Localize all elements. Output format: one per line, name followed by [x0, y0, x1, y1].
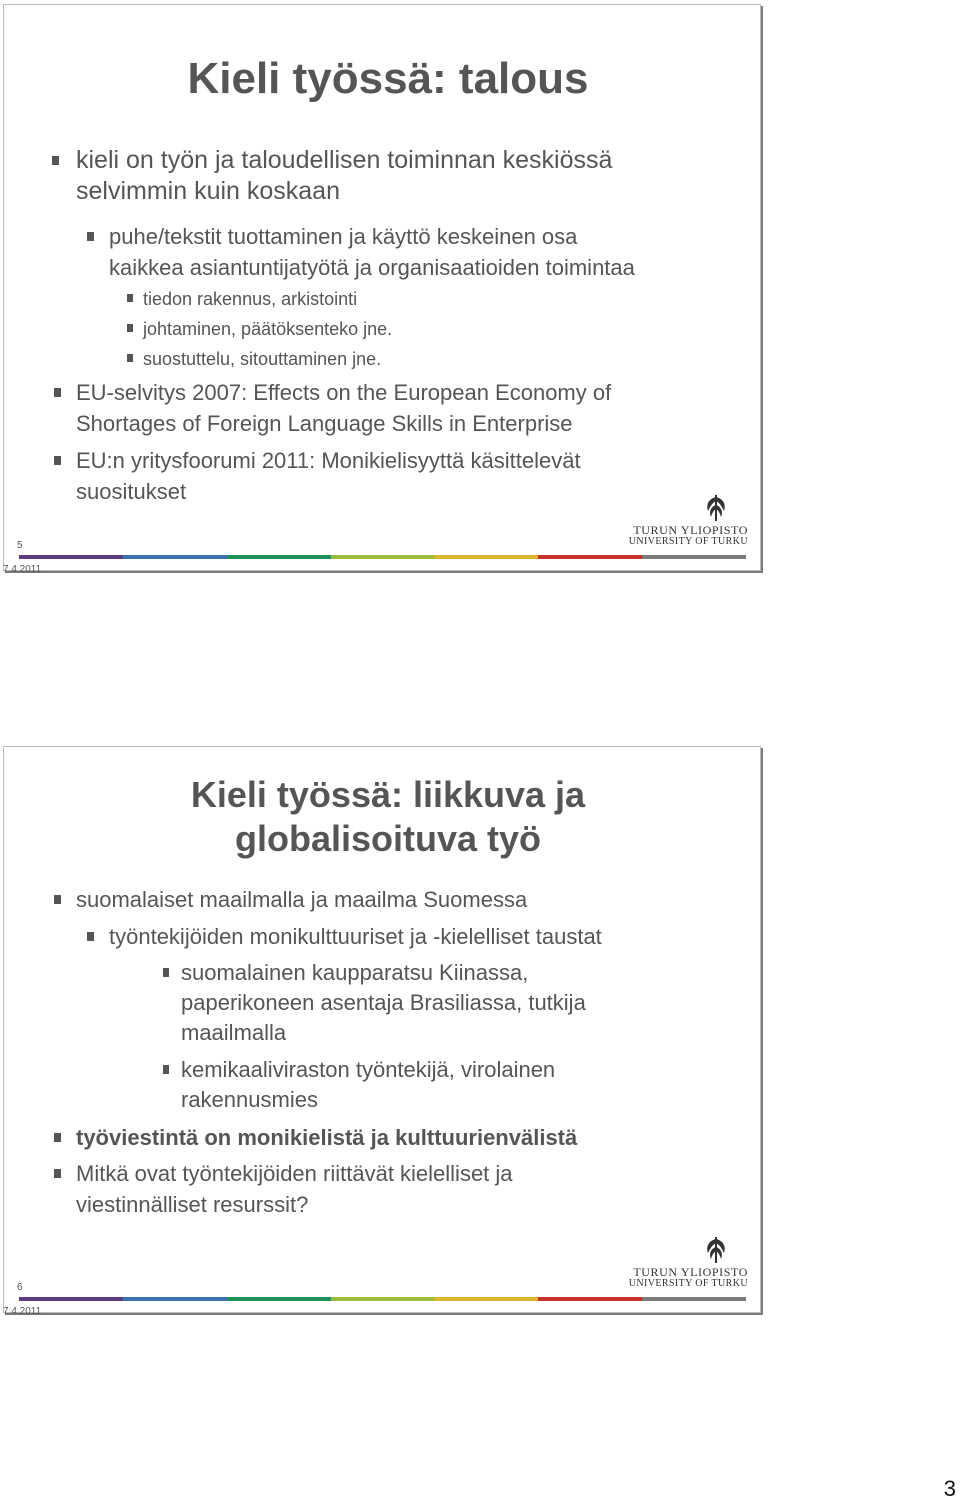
- bullet-square-icon: [87, 232, 94, 241]
- bullet-item: [181, 958, 586, 1048]
- bullet-square-icon: [87, 932, 94, 941]
- bullet-line: suomalaiset maailmalla ja maailma Suomessa: [76, 887, 528, 912]
- bullet-item: [76, 884, 527, 915]
- bullet-line: EU:n yritysfoorumi 2011: Monikielisyyttä käsittelevät: [76, 448, 581, 473]
- bullet-square-icon: [54, 895, 61, 904]
- bullet-line: johtaminen, päätöksenteko jne.: [143, 319, 393, 339]
- slide-title-line: globalisoituva työ: [234, 818, 542, 859]
- slide-5: [3, 4, 761, 571]
- bullet-square-icon: [52, 156, 59, 165]
- bullet-line: kemikaaliviraston työntekijä, virolainen: [181, 1057, 556, 1082]
- slide-date: 7.4.2011: [3, 564, 42, 575]
- color-segment: [123, 1297, 227, 1301]
- bullet-item: [143, 344, 381, 374]
- logo-name-fi: TURUN YLIOPISTO: [633, 1265, 748, 1279]
- bullet-square-icon: [163, 968, 169, 977]
- bullet-line: Shortages of Foreign Language Skills in Enterprise: [76, 411, 573, 436]
- logo-name-en: UNIVERSITY OF TURKU: [628, 536, 748, 547]
- bullet-item: [76, 377, 611, 439]
- bullet-line: tiedon rakennus, arkistointi: [143, 289, 358, 309]
- bullet-square-icon: [127, 294, 133, 302]
- bullet-square-icon: [54, 1169, 61, 1178]
- bullet-line: suostuttelu, sitouttaminen jne.: [143, 349, 382, 369]
- university-crest-icon: [702, 493, 730, 523]
- color-segment: [434, 1297, 538, 1301]
- color-segment: [331, 1297, 435, 1301]
- bullet-line: paperikoneen asentaja Brasiliassa, tutkija: [181, 990, 586, 1015]
- bullet-line: maailmalla: [181, 1020, 287, 1045]
- color-segment: [538, 555, 642, 559]
- logo-name-en: UNIVERSITY OF TURKU: [628, 1278, 748, 1289]
- bullet-item: [143, 314, 392, 344]
- bullet-item: [143, 284, 357, 314]
- color-segment: [123, 555, 227, 559]
- slide-date: 7.4.2011: [3, 1306, 42, 1317]
- bullet-line: EU-selvitys 2007: Effects on the European Economy of: [76, 380, 612, 405]
- bullet-line: kaikkea asiantuntijatyötä ja organisaatioiden toimintaa: [109, 255, 635, 280]
- color-segment: [434, 555, 538, 559]
- slide-number: 5: [17, 540, 23, 551]
- bullet-item: [181, 1055, 555, 1115]
- bullet-square-icon: [127, 324, 133, 332]
- color-segment: [19, 555, 123, 559]
- bullet-line: työviestintä on monikielistä ja kulttuurienvälistä: [76, 1125, 578, 1150]
- bullet-item: [76, 1158, 513, 1220]
- color-segment: [642, 555, 746, 559]
- university-logo: [626, 1235, 748, 1295]
- bullet-item: [109, 921, 602, 952]
- bullet-line: selvimmin kuin koskaan: [76, 177, 340, 205]
- university-logo: [626, 493, 748, 553]
- color-bar: [19, 1297, 746, 1301]
- color-segment: [19, 1297, 123, 1301]
- bullet-list: [4, 5, 760, 570]
- slide-6: [3, 746, 761, 1313]
- color-segment: [642, 1297, 746, 1301]
- bullet-line: Mitkä ovat työntekijöiden riittävät kielelliset ja: [76, 1161, 513, 1186]
- bullet-square-icon: [54, 1133, 61, 1142]
- bullet-line: puhe/tekstit tuottaminen ja käyttö keskeinen osa: [109, 224, 578, 249]
- bullet-line: työntekijöiden monikulttuuriset ja -kielelliset taustat: [109, 924, 602, 949]
- bullet-square-icon: [163, 1065, 169, 1074]
- color-segment: [331, 555, 435, 559]
- bullet-line: suositukset: [76, 479, 187, 504]
- bullet-square-icon: [54, 388, 61, 397]
- bullet-item: [109, 221, 635, 283]
- university-crest-icon: [702, 1235, 730, 1265]
- bullet-item: [76, 145, 612, 207]
- color-segment: [538, 1297, 642, 1301]
- slide-title: Kieli työssä: talous: [187, 54, 589, 103]
- logo-name-fi: TURUN YLIOPISTO: [633, 523, 748, 537]
- bullet-line: suomalainen kaupparatsu Kiinassa,: [181, 960, 529, 985]
- color-bar: [19, 555, 746, 559]
- bullet-item: [76, 1122, 577, 1153]
- bullet-line: kieli on työn ja taloudellisen toiminnan keskiössä: [76, 146, 613, 174]
- color-segment: [227, 555, 331, 559]
- bullet-square-icon: [54, 456, 61, 465]
- slide-title-line: Kieli työssä: liikkuva ja: [190, 774, 586, 815]
- bullet-line: viestinnälliset resurssit?: [76, 1192, 309, 1217]
- slide-number: 6: [17, 1282, 23, 1293]
- page-number: 3: [943, 1476, 956, 1501]
- bullet-square-icon: [127, 354, 133, 362]
- color-segment: [227, 1297, 331, 1301]
- bullet-line: rakennusmies: [181, 1087, 318, 1112]
- bullet-item: [76, 445, 581, 507]
- bullet-list: [4, 747, 760, 1312]
